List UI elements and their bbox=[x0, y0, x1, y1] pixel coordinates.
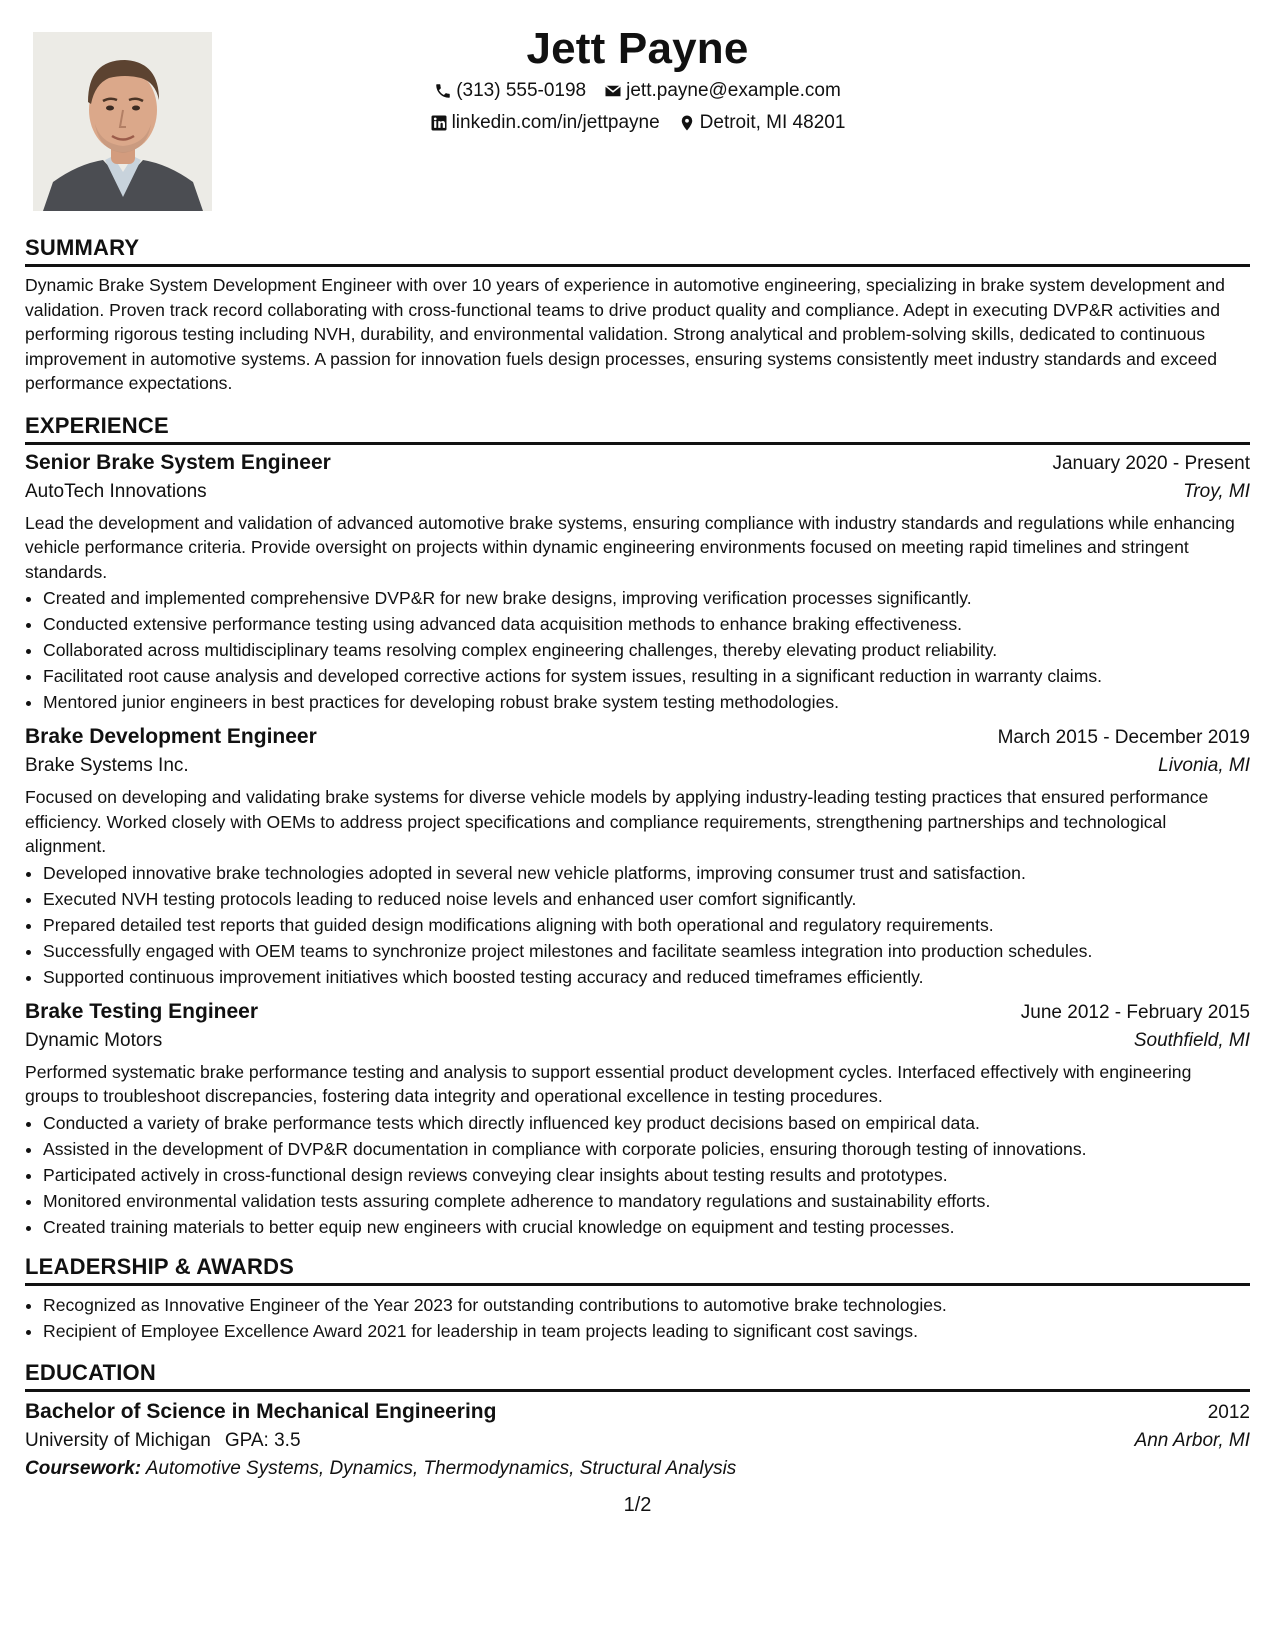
list-item: • Developed innovative brake technologies adopted in several new vehicle platforms, improving consumer trust and satisfaction. bbox=[43, 860, 1250, 886]
contact-row-primary bbox=[25, 80, 1250, 102]
list-item: • Prepared detailed test reports that guided design modifications aligning with both operational and regulatory requirements. bbox=[43, 912, 1250, 938]
list-item: • Created and implemented comprehensive DVP&R for new brake designs, improving verification processes significantly. bbox=[43, 585, 1250, 611]
job-company: Brake Systems Inc. bbox=[25, 755, 189, 776]
job-bullets bbox=[25, 585, 1250, 715]
coursework-line bbox=[25, 1458, 1250, 1480]
job-title: Brake Development Engineer bbox=[25, 725, 317, 748]
list-item: • Monitored environmental validation tests assuring complete adherence to mandatory regulations and sustainability efforts. bbox=[43, 1188, 1250, 1214]
contact-row-secondary bbox=[25, 112, 1250, 134]
resume-header bbox=[25, 0, 1250, 235]
summary-text: Dynamic Brake System Development Engineer with over 10 years of experience in automotive engineering, specializing in brake system development and validation. Proven track record collaborating with cross-functional teams to drive product quality and compliance. Adept in executing DVP&R activities and performing rigorous testing including NVH, durability, and environmental validation. Strong analytical and problem-solving skills, dedicated to continuous improvement in automotive systems. A passion for innovation fuels design processes, ensuring systems consistently meet industry standards and exceed performance expectations. bbox=[25, 275, 1225, 393]
list-item: • Collaborated across multidisciplinary teams resolving complex engineering challenges, thereby elevating product reliability. bbox=[43, 637, 1250, 663]
job-bullets bbox=[25, 860, 1250, 990]
job-entry bbox=[25, 725, 1250, 990]
experience-section bbox=[25, 413, 1250, 1240]
location-contact bbox=[678, 112, 846, 134]
list-item: • Conducted extensive performance testing using advanced data acquisition methods to enhance braking effectiveness. bbox=[43, 611, 1250, 637]
linkedin-icon bbox=[430, 114, 448, 132]
coursework-label: Coursework: bbox=[25, 1457, 142, 1479]
section-title: LEADERSHIP & AWARDS bbox=[25, 1254, 1250, 1286]
gpa-value: GPA: 3.5 bbox=[224, 1429, 301, 1451]
section-title: SUMMARY bbox=[25, 235, 1250, 267]
job-dates: June 2012 - February 2015 bbox=[1020, 1001, 1250, 1023]
job-location: Livonia, MI bbox=[1158, 755, 1250, 776]
school-name-line bbox=[25, 1430, 301, 1452]
email-contact[interactable] bbox=[604, 80, 841, 102]
job-dates: January 2020 - Present bbox=[1052, 452, 1250, 474]
list-item: • Participated actively in cross-functional design reviews conveying clear insights about testing results and prototypes. bbox=[43, 1162, 1250, 1188]
candidate-name: Jett Payne bbox=[526, 24, 749, 73]
list-item: • Executed NVH testing protocols leading to reduced noise levels and enhanced user comfort significantly. bbox=[43, 886, 1250, 912]
list-item: • Successfully engaged with OEM teams to synchronize project milestones and facilitate seamless integration into production schedules. bbox=[43, 938, 1250, 964]
list-item: • Facilitated root cause analysis and developed corrective actions for system issues, resulting in a significant reduction in warranty claims. bbox=[43, 663, 1250, 689]
school-location: Ann Arbor, MI bbox=[1134, 1429, 1250, 1451]
section-title: EDUCATION bbox=[25, 1360, 1250, 1392]
coursework-list: Automotive Systems, Dynamics, Thermodynamics, Structural Analysis bbox=[145, 1457, 737, 1479]
job-description: Lead the development and validation of advanced automotive brake systems, ensuring compliance with industry standards and regulations while enhancing vehicle performance criteria. Provide oversight on projects within dynamic engineering environments focused on meeting rapid timelines and stringent standards. bbox=[25, 512, 1235, 582]
list-item: • Recipient of Employee Excellence Award 2021 for leadership in team projects leading to significant cost savings. bbox=[43, 1318, 1250, 1344]
job-description: Performed systematic brake performance testing and analysis to support essential product development cycles. Interfaced effectively with engineering groups to troubleshoot discrepancies, fostering data integrity and operational excellence in testing procedures. bbox=[25, 1061, 1192, 1106]
list-item: • Created training materials to better equip new engineers with crucial knowledge on equipment and testing processes. bbox=[43, 1214, 1250, 1240]
job-bullets bbox=[25, 1110, 1250, 1240]
award-bullets bbox=[25, 1292, 1250, 1344]
summary-section bbox=[25, 235, 1250, 396]
location-text: Detroit, MI 48201 bbox=[699, 112, 846, 133]
job-dates: March 2015 - December 2019 bbox=[997, 727, 1250, 748]
list-item: • Mentored junior engineers in best practices for developing robust brake system testing methodologies. bbox=[43, 689, 1250, 715]
page-number: 1/2 bbox=[623, 1494, 652, 1516]
phone-number: (313) 555-0198 bbox=[456, 80, 587, 101]
job-location: Troy, MI bbox=[1183, 480, 1250, 502]
list-item: • Supported continuous improvement initiatives which boosted testing accuracy and reduced timeframes efficiently. bbox=[43, 964, 1250, 990]
envelope-icon bbox=[604, 82, 622, 100]
phone-icon bbox=[434, 82, 452, 100]
linkedin-url: linkedin.com/in/jettpayne bbox=[451, 112, 660, 133]
linkedin-contact[interactable] bbox=[430, 112, 660, 134]
list-item: • Recognized as Innovative Engineer of the Year 2023 for outstanding contributions to automotive brake technologies. bbox=[43, 1292, 1250, 1318]
job-entry bbox=[25, 1000, 1250, 1240]
job-company: Dynamic Motors bbox=[25, 1029, 163, 1051]
job-title: Brake Testing Engineer bbox=[25, 999, 259, 1023]
job-entry bbox=[25, 451, 1250, 716]
map-pin-icon bbox=[678, 114, 696, 132]
degree-title: Bachelor of Science in Mechanical Engineering bbox=[25, 1399, 497, 1423]
job-location: Southfield, MI bbox=[1133, 1029, 1250, 1051]
awards-section bbox=[25, 1254, 1250, 1344]
list-item: • Conducted a variety of brake performance tests which directly influenced key product decisions based on empirical data. bbox=[43, 1110, 1250, 1136]
section-title: EXPERIENCE bbox=[25, 413, 1250, 445]
job-company: AutoTech Innovations bbox=[25, 480, 207, 502]
email-address: jett.payne@example.com bbox=[626, 80, 841, 101]
phone-contact[interactable] bbox=[434, 80, 586, 102]
education-section bbox=[25, 1360, 1250, 1480]
graduation-year: 2012 bbox=[1207, 1401, 1250, 1423]
job-title: Senior Brake System Engineer bbox=[25, 450, 331, 474]
job-description: Focused on developing and validating brake systems for diverse vehicle models by applying industry-leading testing practices that ensured performance efficiency. Worked closely with OEMs to address project specifications and compliance requirements, strengthening partnerships and technological alignment. bbox=[25, 787, 1209, 856]
school-name: University of Michigan bbox=[25, 1429, 211, 1451]
list-item: • Assisted in the development of DVP&R documentation in compliance with corporate policies, ensuring thorough testing of innovations. bbox=[43, 1136, 1250, 1162]
